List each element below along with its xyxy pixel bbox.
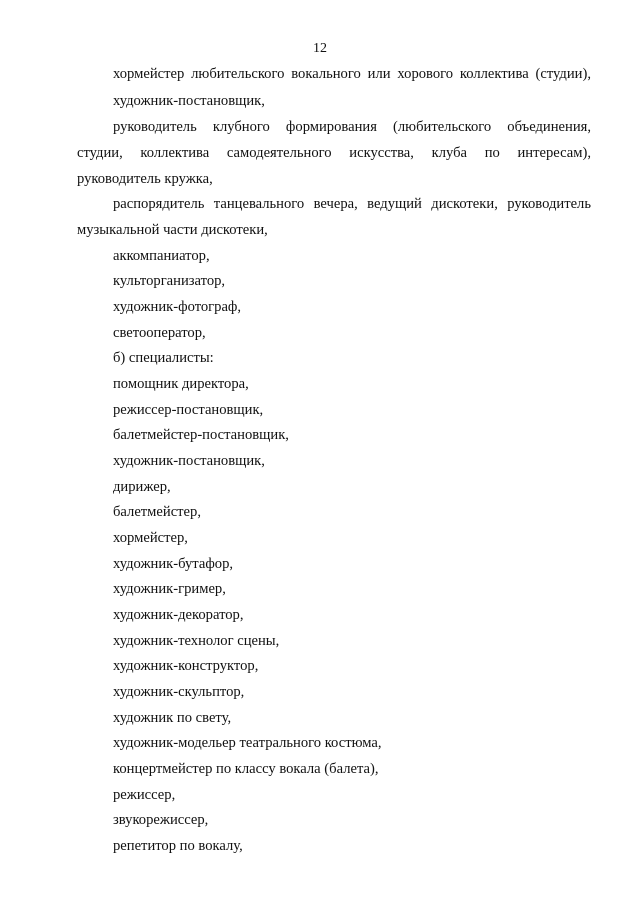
text-line: б) специалисты: bbox=[113, 350, 214, 366]
text-line: звукорежиссер, bbox=[113, 812, 209, 828]
text-line: режиссер, bbox=[113, 787, 176, 803]
page-number: 12 bbox=[313, 41, 327, 56]
text-line: светооператор, bbox=[113, 325, 206, 341]
text-line: распорядитель танцевального вечера, ведущий дискотеки, руководитель bbox=[113, 196, 591, 212]
text-line: студии, коллектива самодеятельного искусства, клуба по интересам), bbox=[77, 145, 591, 161]
text-line: художник-технолог сцены, bbox=[113, 633, 280, 649]
text-line: балетмейстер, bbox=[113, 504, 201, 520]
text-line: музыкальной части дискотеки, bbox=[77, 222, 268, 238]
text-line: художник-декоратор, bbox=[113, 607, 244, 623]
text-line: хормейстер любительского вокального или хорового коллектива (студии), bbox=[113, 66, 591, 82]
text-line: руководитель кружка, bbox=[77, 171, 213, 187]
text-line: режиссер-постановщик, bbox=[113, 402, 264, 418]
text-line: художник-постановщик, bbox=[113, 453, 265, 469]
text-line: балетмейстер-постановщик, bbox=[113, 427, 289, 443]
text-line: художник-бутафор, bbox=[113, 556, 234, 572]
text-line: хормейстер, bbox=[113, 530, 188, 546]
text-line: руководитель клубного формирования (любительского объединения, bbox=[113, 119, 591, 135]
text-line: художник по свету, bbox=[113, 710, 232, 726]
text-line: художник-скульптор, bbox=[113, 684, 245, 700]
text-line: концертмейстер по классу вокала (балета), bbox=[113, 761, 379, 777]
text-line: художник-постановщик, bbox=[113, 93, 265, 109]
text-line: художник-фотограф, bbox=[113, 299, 242, 315]
text-line: репетитор по вокалу, bbox=[113, 838, 243, 854]
text-line: дирижер, bbox=[113, 479, 171, 495]
text-line: помощник директора, bbox=[113, 376, 249, 392]
text-line: художник-модельер театрального костюма, bbox=[113, 735, 382, 751]
text-line: аккомпаниатор, bbox=[113, 248, 210, 264]
text-line: художник-конструктор, bbox=[113, 658, 259, 674]
text-line: культорганизатор, bbox=[113, 273, 226, 289]
text-line: художник-гример, bbox=[113, 581, 226, 597]
